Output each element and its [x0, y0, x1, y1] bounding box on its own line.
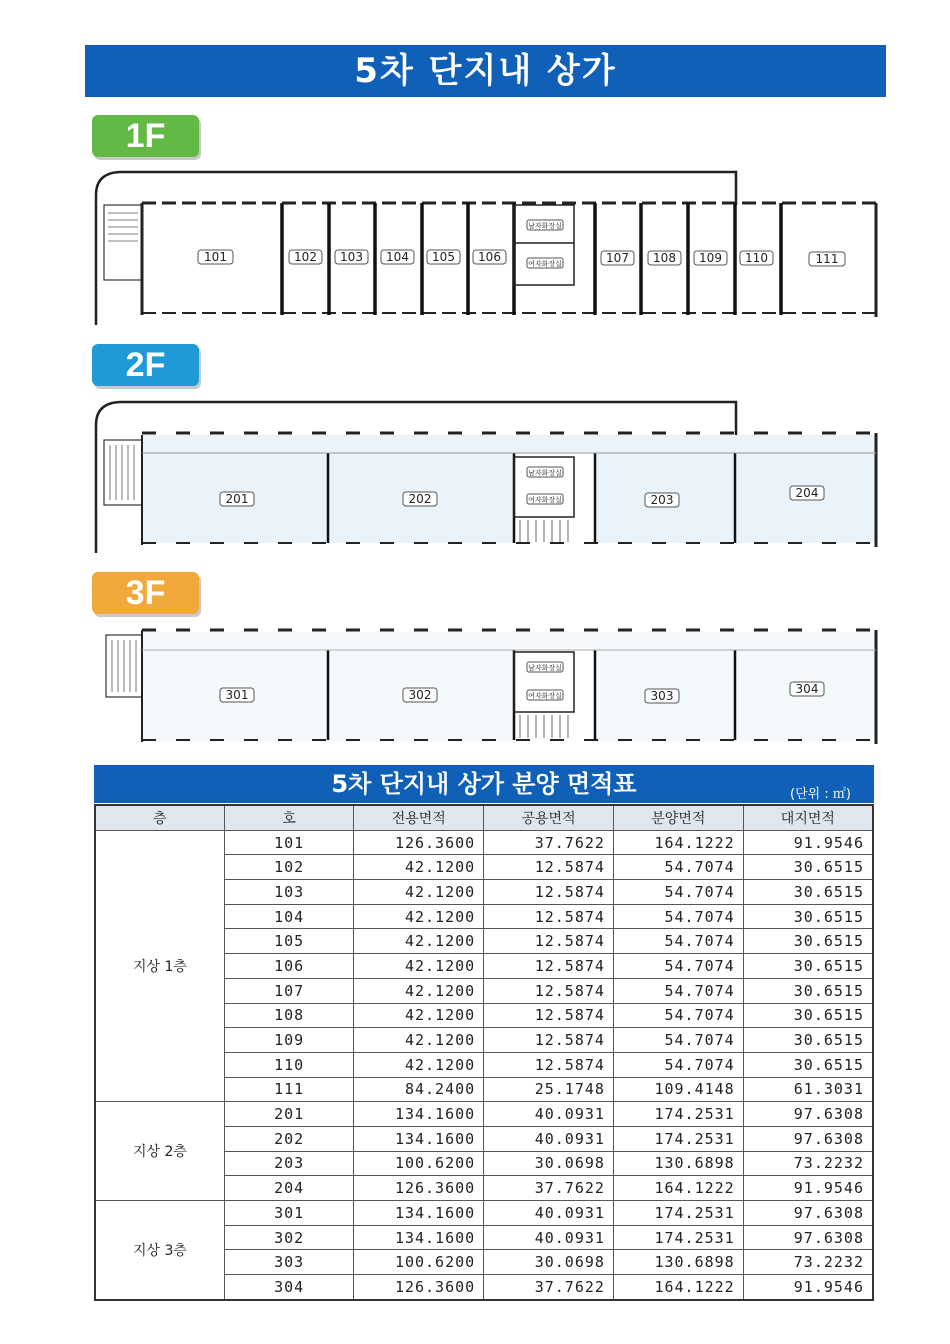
exclusive-area-cell: 84.2400	[354, 1077, 484, 1102]
sale-area-cell: 54.7074	[613, 880, 743, 905]
land-area-cell: 73.2232	[743, 1250, 873, 1275]
sale-area-cell: 130.6898	[613, 1151, 743, 1176]
table-row	[95, 830, 873, 855]
floor-badge-1f: 1F	[92, 115, 199, 157]
exclusive-area-cell: 42.1200	[354, 978, 484, 1003]
unit-number-cell: 304	[224, 1275, 354, 1300]
land-area-cell: 97.6308	[743, 1102, 873, 1127]
header-floor: 층	[95, 805, 224, 830]
restroom-label-male: 남자화장실	[528, 222, 562, 230]
common-area-cell: 40.0931	[484, 1225, 614, 1250]
land-area-cell: 61.3031	[743, 1077, 873, 1102]
header-sale-area: 분양면적	[613, 805, 743, 830]
unit-label-107: 107	[606, 251, 629, 265]
restroom-label-female-2f: 여자화장실	[528, 496, 562, 504]
floor-cell: 지상 3층	[95, 1201, 224, 1300]
common-area-cell: 37.7622	[484, 1176, 614, 1201]
sale-area-cell: 164.1222	[613, 830, 743, 855]
sale-area-cell: 164.1222	[613, 1275, 743, 1300]
common-area-cell: 12.5874	[484, 1028, 614, 1053]
land-area-cell: 97.6308	[743, 1201, 873, 1226]
exclusive-area-cell: 126.3600	[354, 1275, 484, 1300]
sale-area-cell: 174.2531	[613, 1225, 743, 1250]
unit-label-302: 302	[408, 688, 432, 702]
land-area-cell: 30.6515	[743, 1028, 873, 1053]
unit-number-cell: 110	[224, 1052, 354, 1077]
restroom-label-male-2f: 남자화장실	[528, 469, 562, 477]
common-area-cell: 30.0698	[484, 1250, 614, 1275]
unit-number-cell: 204	[224, 1176, 354, 1201]
unit-number-cell: 102	[224, 855, 354, 880]
sale-area-cell: 54.7074	[613, 1052, 743, 1077]
common-area-cell: 25.1748	[484, 1077, 614, 1102]
land-area-cell: 97.6308	[743, 1126, 873, 1151]
land-area-cell: 30.6515	[743, 904, 873, 929]
floor-plan-3f	[90, 620, 880, 750]
header-unit: 호	[224, 805, 354, 830]
header-exclusive-area: 전용면적	[354, 805, 484, 830]
exclusive-area-cell: 100.6200	[354, 1250, 484, 1275]
restroom-label-female-3f: 여자화장실	[528, 692, 562, 700]
common-area-cell: 12.5874	[484, 1003, 614, 1028]
table-header-row	[95, 805, 873, 830]
unit-label-105: 105	[432, 250, 455, 264]
unit-label-111: 111	[815, 252, 839, 266]
common-area-cell: 12.5874	[484, 929, 614, 954]
floor-plan-2f	[90, 395, 880, 555]
common-area-cell: 12.5874	[484, 855, 614, 880]
page-title: 5차 단지내 상가	[85, 45, 886, 97]
unit-number-cell: 202	[224, 1126, 354, 1151]
unit-label-110: 110	[745, 251, 768, 265]
floor-badge-2f: 2F	[92, 344, 199, 386]
sale-area-cell: 54.7074	[613, 978, 743, 1003]
header-common-area: 공용면적	[484, 805, 614, 830]
unit-number-cell: 106	[224, 954, 354, 979]
sale-area-cell: 54.7074	[613, 954, 743, 979]
unit-label-102: 102	[294, 250, 317, 264]
common-area-cell: 12.5874	[484, 1052, 614, 1077]
land-area-cell: 91.9546	[743, 830, 873, 855]
unit-label-202: 202	[408, 492, 432, 506]
exclusive-area-cell: 134.1600	[354, 1201, 484, 1226]
sale-area-cell: 54.7074	[613, 1003, 743, 1028]
common-area-cell: 12.5874	[484, 904, 614, 929]
table-row	[95, 1102, 873, 1127]
land-area-cell: 30.6515	[743, 1003, 873, 1028]
exclusive-area-cell: 134.1600	[354, 1126, 484, 1151]
sale-area-cell: 174.2531	[613, 1102, 743, 1127]
restroom-label-male-3f: 남자화장실	[528, 664, 562, 672]
header-land-area: 대지면적	[743, 805, 873, 830]
common-area-cell: 12.5874	[484, 978, 614, 1003]
exclusive-area-cell: 100.6200	[354, 1151, 484, 1176]
unit-number-cell: 302	[224, 1225, 354, 1250]
land-area-cell: 97.6308	[743, 1225, 873, 1250]
unit-number-cell: 105	[224, 929, 354, 954]
unit-label-101: 101	[204, 250, 227, 264]
exclusive-area-cell: 126.3600	[354, 1176, 484, 1201]
unit-label-203: 203	[650, 493, 674, 507]
sale-area-cell: 54.7074	[613, 1028, 743, 1053]
floor-cell: 지상 1층	[95, 830, 224, 1102]
sale-area-cell: 174.2531	[613, 1201, 743, 1226]
unit-number-cell: 107	[224, 978, 354, 1003]
floor-cell: 지상 2층	[95, 1102, 224, 1201]
exclusive-area-cell: 42.1200	[354, 880, 484, 905]
land-area-cell: 30.6515	[743, 978, 873, 1003]
unit-label-304: 304	[795, 682, 819, 696]
unit-number-cell: 301	[224, 1201, 354, 1226]
land-area-cell: 30.6515	[743, 880, 873, 905]
exclusive-area-cell: 42.1200	[354, 1028, 484, 1053]
exclusive-area-cell: 42.1200	[354, 929, 484, 954]
sale-area-cell: 130.6898	[613, 1250, 743, 1275]
sale-area-cell: 109.4148	[613, 1077, 743, 1102]
land-area-cell: 91.9546	[743, 1176, 873, 1201]
sale-area-cell: 174.2531	[613, 1126, 743, 1151]
unit-number-cell: 108	[224, 1003, 354, 1028]
unit-label-303: 303	[650, 689, 674, 703]
exclusive-area-cell: 134.1600	[354, 1225, 484, 1250]
restroom-label-female: 여자화장실	[528, 260, 562, 268]
unit-number-cell: 111	[224, 1077, 354, 1102]
common-area-cell: 40.0931	[484, 1102, 614, 1127]
sale-area-cell: 164.1222	[613, 1176, 743, 1201]
land-area-cell: 30.6515	[743, 855, 873, 880]
common-area-cell: 40.0931	[484, 1201, 614, 1226]
land-area-cell: 30.6515	[743, 929, 873, 954]
table-row	[95, 1201, 873, 1226]
table-title: 5차 단지내 상가 분양 면적표	[94, 765, 874, 803]
common-area-cell: 12.5874	[484, 954, 614, 979]
unit-number-cell: 103	[224, 880, 354, 905]
unit-number-cell: 104	[224, 904, 354, 929]
unit-number-cell: 101	[224, 830, 354, 855]
exclusive-area-cell: 42.1200	[354, 1003, 484, 1028]
unit-note: (단위 : ㎡)	[790, 787, 851, 802]
floor-badge-3f: 3F	[92, 572, 199, 614]
unit-label-301: 301	[225, 688, 249, 702]
unit-number-cell: 109	[224, 1028, 354, 1053]
table-body	[95, 830, 873, 1300]
exclusive-area-cell: 42.1200	[354, 904, 484, 929]
common-area-cell: 37.7622	[484, 830, 614, 855]
unit-label-104: 104	[386, 250, 409, 264]
exclusive-area-cell: 126.3600	[354, 830, 484, 855]
unit-label-109: 109	[699, 251, 722, 265]
common-area-cell: 30.0698	[484, 1151, 614, 1176]
unit-label-103: 103	[340, 250, 363, 264]
unit-number-cell: 303	[224, 1250, 354, 1275]
land-area-cell: 91.9546	[743, 1275, 873, 1300]
unit-number-cell: 203	[224, 1151, 354, 1176]
exclusive-area-cell: 42.1200	[354, 855, 484, 880]
unit-label-108: 108	[653, 251, 676, 265]
sale-area-cell: 54.7074	[613, 855, 743, 880]
area-table	[94, 804, 874, 1301]
sale-area-cell: 54.7074	[613, 929, 743, 954]
unit-label-204: 204	[795, 486, 819, 500]
unit-label-201: 201	[225, 492, 249, 506]
sale-area-cell: 54.7074	[613, 904, 743, 929]
land-area-cell: 73.2232	[743, 1151, 873, 1176]
exclusive-area-cell: 42.1200	[354, 1052, 484, 1077]
exclusive-area-cell: 42.1200	[354, 954, 484, 979]
common-area-cell: 37.7622	[484, 1275, 614, 1300]
common-area-cell: 12.5874	[484, 880, 614, 905]
floor-plan-1f	[90, 165, 880, 330]
unit-label-106: 106	[478, 250, 501, 264]
exclusive-area-cell: 134.1600	[354, 1102, 484, 1127]
unit-number-cell: 201	[224, 1102, 354, 1127]
land-area-cell: 30.6515	[743, 954, 873, 979]
common-area-cell: 40.0931	[484, 1126, 614, 1151]
land-area-cell: 30.6515	[743, 1052, 873, 1077]
